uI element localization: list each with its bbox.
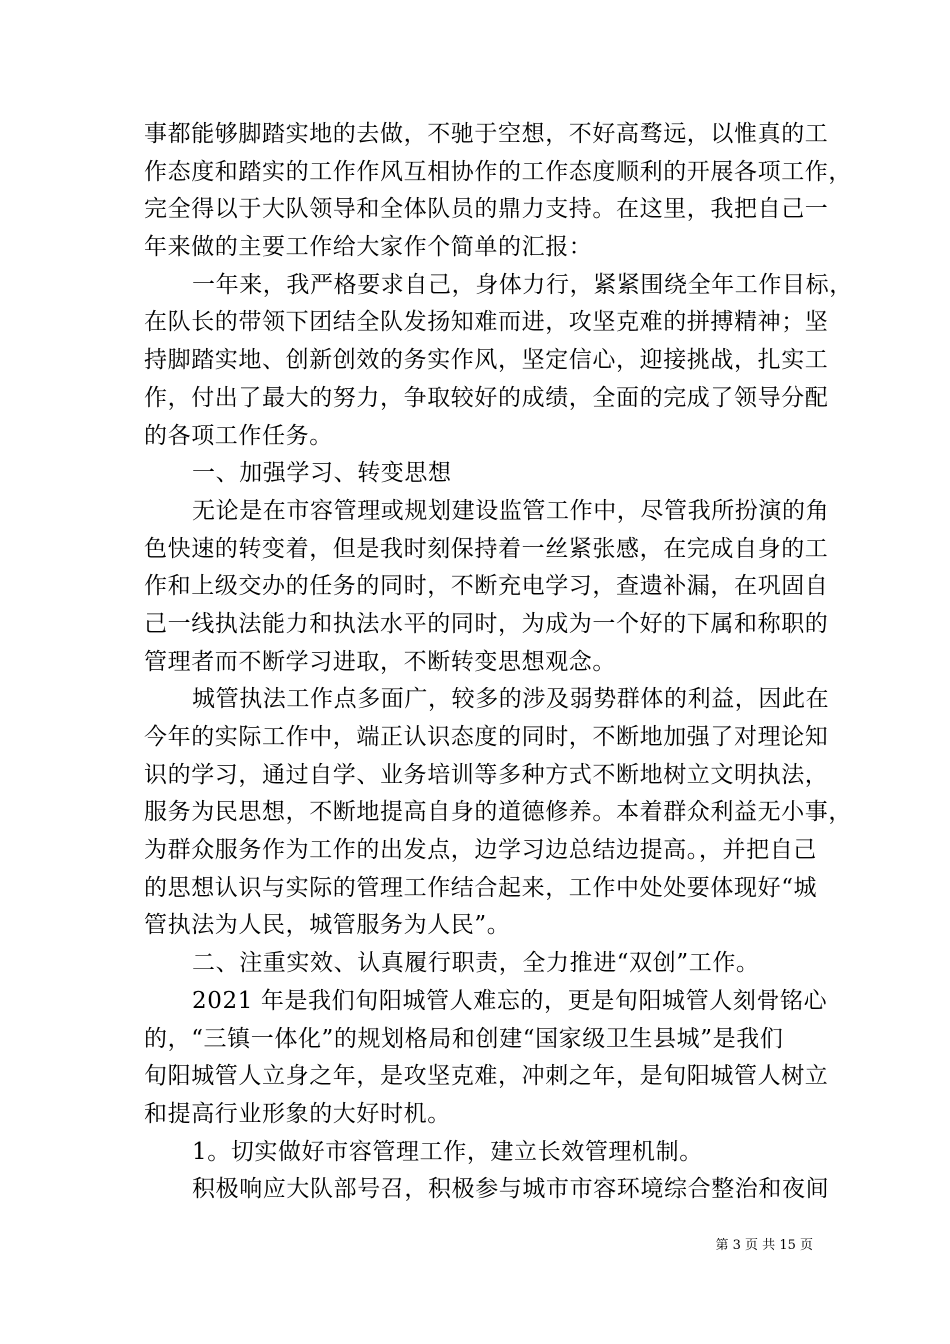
text-line: 城管执法工作点多面广，较多的涉及弱势群体的利益，因此在 [192, 686, 830, 713]
text-line: 2021 年是我们旬阳城管人难忘的，更是旬阳城管人刻骨铭心 [192, 987, 828, 1014]
text-line: 完全得以于大队领导和全体队员的鼎力支持。在这里，我把自己一 [144, 196, 829, 223]
text-line: 积极响应大队部号召，积极参与城市市容环境综合整治和夜间 [192, 1176, 830, 1203]
text-line: 和提高行业形象的大好时机。 [144, 1100, 451, 1127]
text-line: 色快速的转变着，但是我时刻保持着一丝紧张感，在完成自身的工 [144, 535, 829, 562]
text-line: 识的学习，通过自学、业务培训等多种方式不断地树立文明执法， [144, 761, 829, 788]
text-line: 旬阳城管人立身之年，是攻坚克难，冲刺之年，是旬阳城管人树立 [144, 1063, 829, 1090]
text-line: 服务为民思想，不断地提高自身的道德修养。本着群众利益无小事， [144, 799, 852, 826]
document-body [144, 116, 853, 1209]
text-line: 今年的实际工作中，端正认识态度的同时，不断地加强了对理论知 [144, 724, 829, 750]
text-line: 管理者而不断学习进取，不断转变思想观念。 [144, 648, 616, 675]
text-line: 的思想认识与实际的管理工作结合起来，工作中处处要体现好“城 [144, 874, 818, 901]
text-line: 的各项工作任务。 [144, 422, 333, 449]
text-line: 的，“三镇一体化”的规划格局和创建“国家级卫生县城”是我们 [144, 1025, 784, 1052]
text-line: 作态度和踏实的工作作风互相协作的工作态度顺利的开展各项工作， [144, 158, 852, 185]
text-line: 一年来，我严格要求自己，身体力行，紧紧围绕全年工作目标， [192, 271, 853, 298]
text-line: 二、注重实效、认真履行职责，全力推进“双创”工作。 [192, 950, 760, 977]
text-line: 管执法为人民，城管服务为人民”。 [144, 912, 511, 939]
text-line: 在队长的带领下团结全队发扬知难而进，攻坚克难的拼搏精神；坚 [144, 309, 829, 336]
text-line: 作和上级交办的任务的同时，不断充电学习，查遗补漏，在巩固自 [144, 573, 829, 600]
text-line: 己一线执法能力和执法水平的同时，为成为一个好的下属和称职的 [144, 610, 829, 637]
text-line: 一、加强学习、转变思想 [192, 460, 452, 487]
text-line: 年来做的主要工作给大家作个简单的汇报： [144, 234, 593, 261]
text-line: 作，付出了最大的努力，争取较好的成绩，全面的完成了领导分配 [144, 384, 829, 411]
text-line: 为群众服务作为工作的出发点，边学习边总结边提高。，并把自己 [144, 837, 817, 864]
text-line: 事都能够脚踏实地的去做，不驰于空想，不好高骛远，以惟真的工 [144, 121, 829, 147]
page-footer: 第 3 页 共 15 页 [715, 1238, 813, 1253]
text-line: 1。切实做好市容管理工作，建立长效管理机制。 [192, 1138, 703, 1165]
text-line: 无论是在市容管理或规划建设监管工作中，尽管我所扮演的角 [192, 497, 830, 524]
text-line: 持脚踏实地、创新创效的务实作风，坚定信心，迎接挑战，扎实工 [144, 347, 829, 374]
